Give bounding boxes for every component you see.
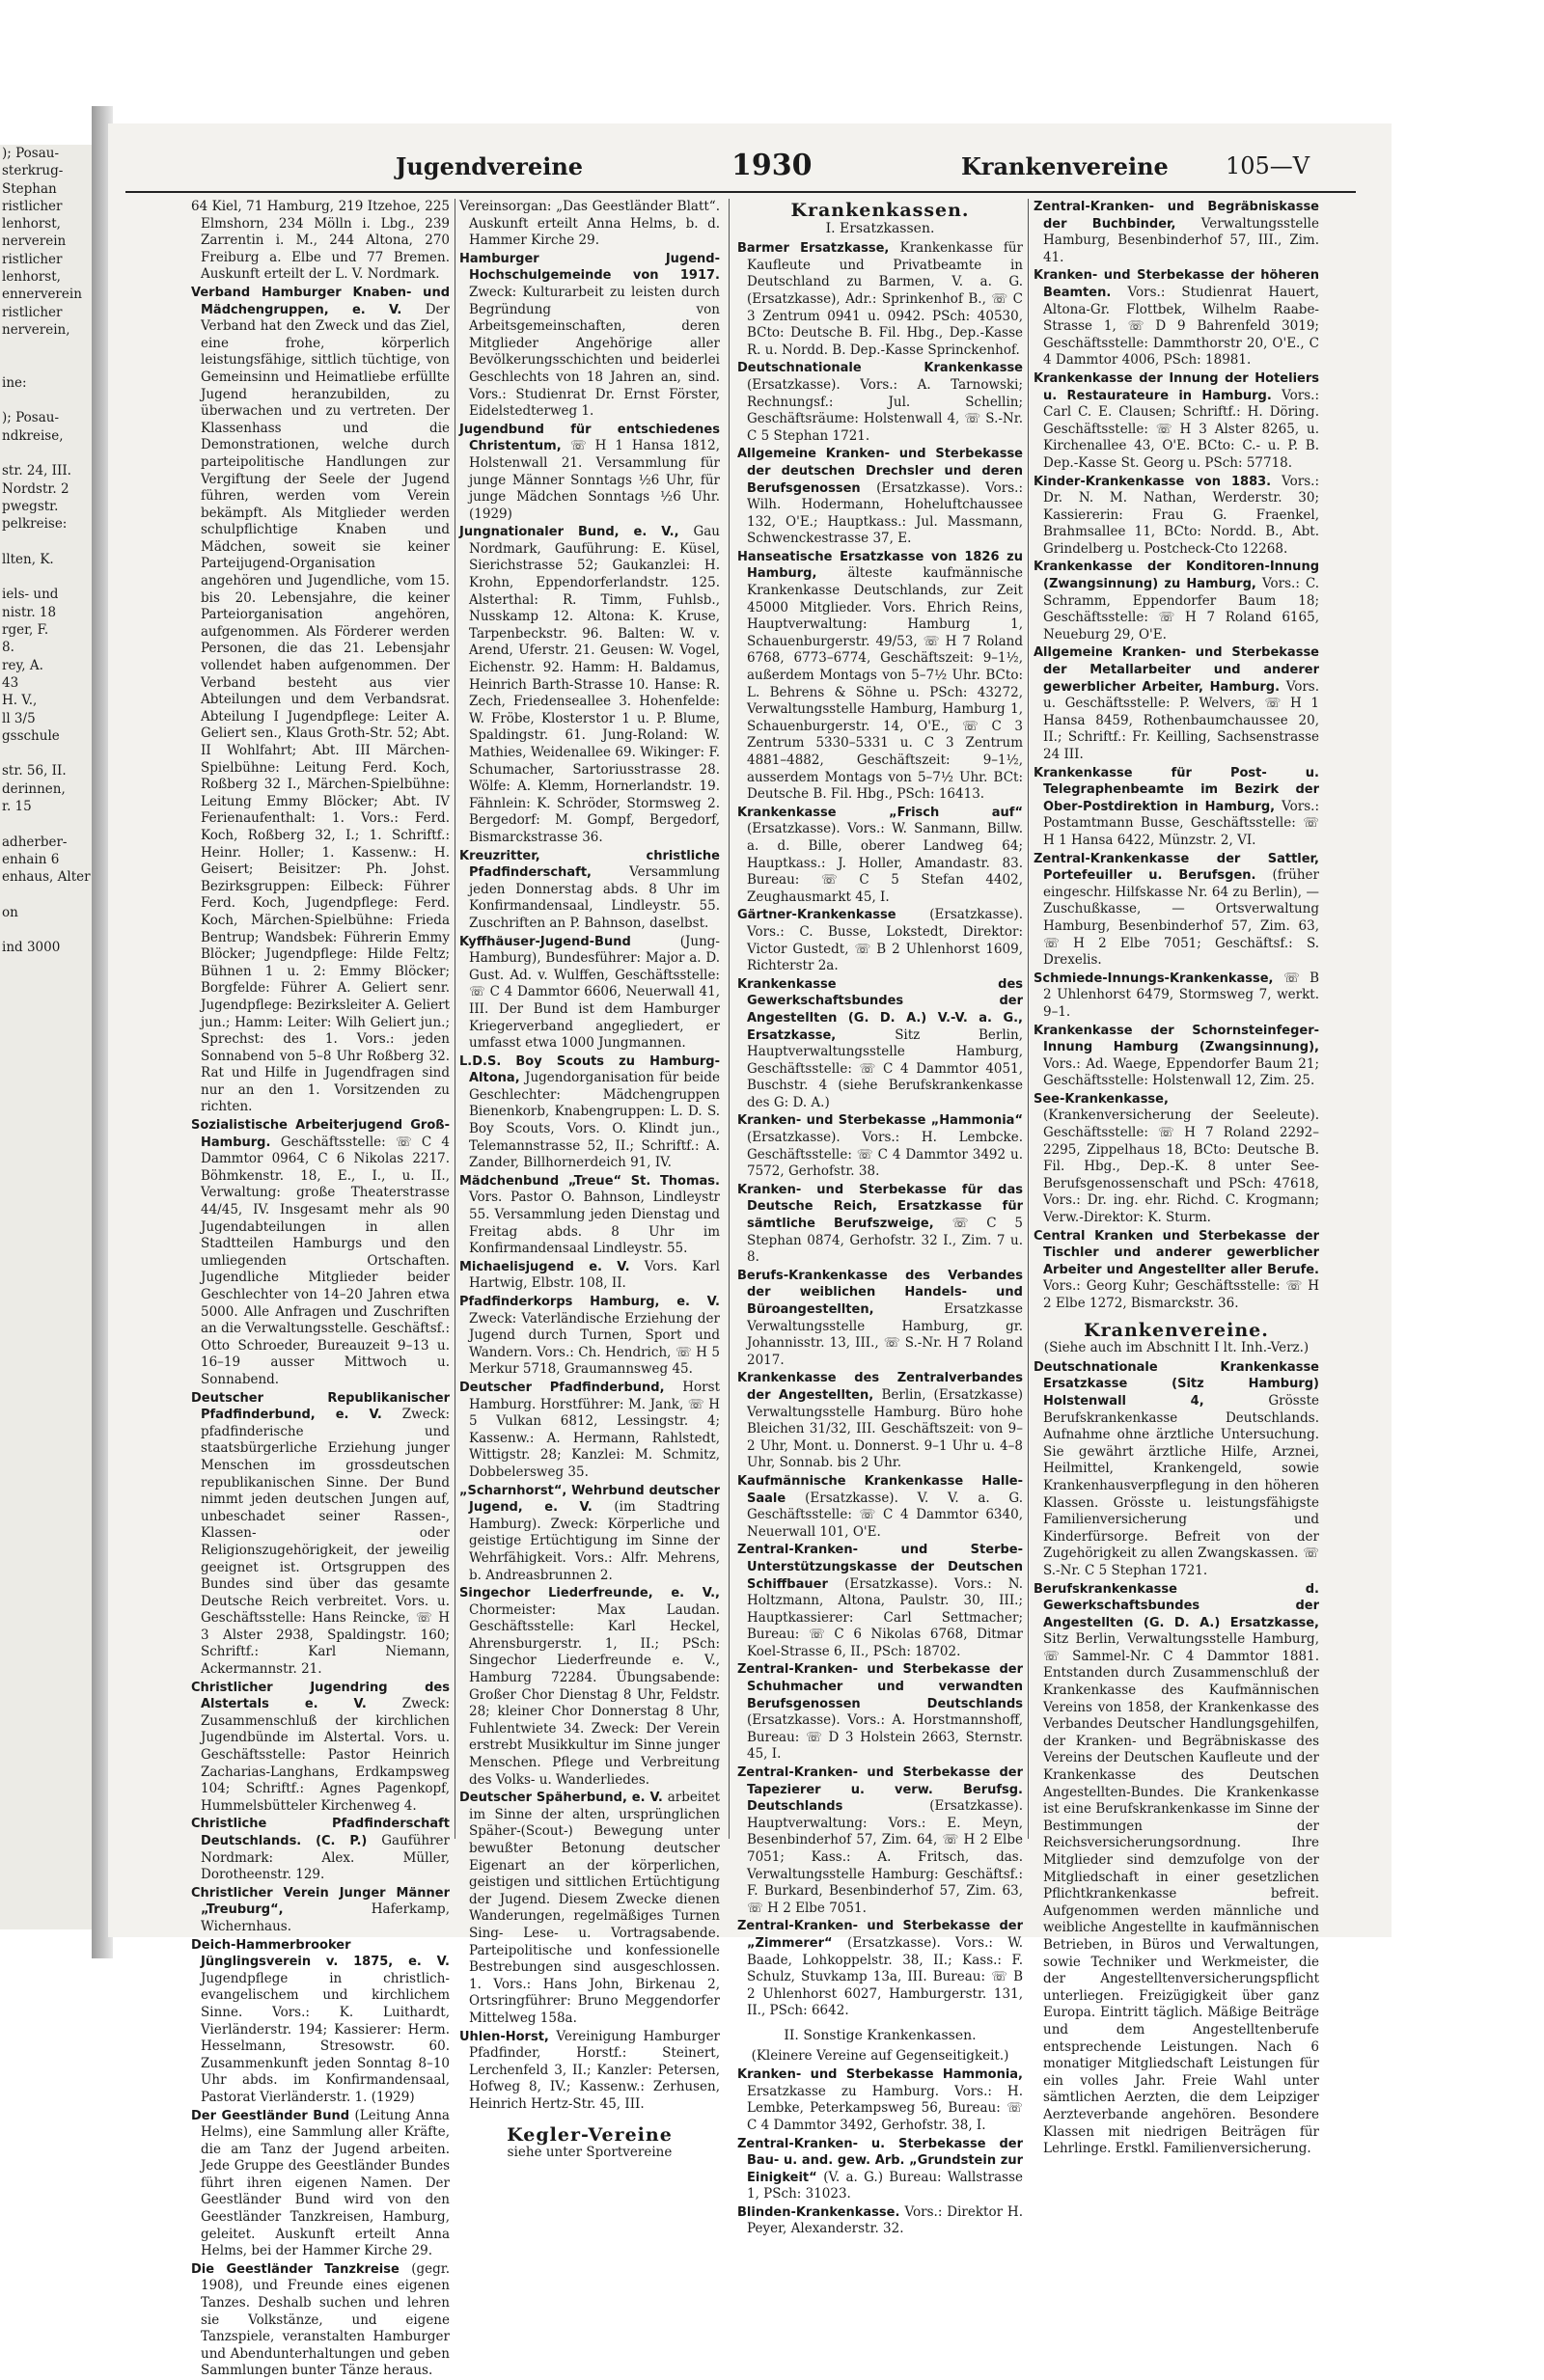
subsection-heading-ersatzkassen: I. Ersatzkassen. [825, 220, 935, 236]
entry-text: Vors.: Dr. N. M. Nathan, Werderstr. 30; Kassiererin: Frau G. Fraenkel, Brahmsallee 11, BCto: Nordd. B., Abt. Grindelberg u. Postcheck-Cto 12268. [1043, 473, 1319, 557]
directory-entry [737, 549, 1023, 804]
entry-text: Der Verband hat den Zweck und das Ziel, eine frohe, körperlich leistungsfähige, sittlich tüchtige, von Gemeinsinn und Heimatliebe erfüllte Jugend heranzubilden, zu überwachen und zu vertreten. Der Klassenhass und die Demonstrationen, welche durch parteipolitische Handlungen zur Vergiftung der Seele der Jugend führen, werden vom Verein bekämpft. Als Mitglieder werden schulpflichtige Knaben und Mädchen, soweit sie keiner Parteijugend-Organisation angehören und Jugendliche, vom 15. bis 20. Lebensjahre, die keiner Parteiorganisation angehören, aufgenommen. Als Förderer werden Personen, die das 21. Lebensjahr vollendet haben aufgenommen. Der Verband besteht aus vier Abteilungen und dem Verbandsrat. Abteilung I Jugendpflege: Leiter A. Geliert sen., Klaus Groth-Str. 52; Abt. II Wohlfahrt; Abt. III Märchen-Spielbühne: Leitung Ferd. Koch, Roßberg 32 I., Märchen-Spielbühne: Leitung Emmy Blöcker; Abt. IV Ferienaufenthalt: 1. Vors.: Ferd. Koch, Roßberg 32, I.; 1. Schriftf.: Heinr. Holler; 1. Kassenw.: H. Geisert; Beisitzer: Ph. Johst. Bezirksgruppen: Eilbeck: Führer Ferd. Koch, Jugendpflege: Ferd. Koch, Märchen-Spielbühne: Frieda Bentrup; Wandsbek: Führerin Emmy Blöcker; Jugendpflege: Hilde Feltz; Bühnen 1 u. 2: Emmy Blöcker; Borgfelde: Führer A. Geliert senr. Jugendpflege: Bezirksleiter A. Geliert jun.; Hamm: Leiter: Wilh Geliert jun.; Sprechst: des 1. Vors.: jeden Sonnabend von 5–8 Uhr Roßberg 32. Rat und Hilfe in Jugendfragen sind nur an den 1. Vorsitzenden zu richten. [201, 301, 450, 1115]
entry-text: Vors.: Georg Kuhr; Geschäftsstelle: ☏ H 2 Elbe 1272, Bismarckstr. 36. [1043, 1278, 1319, 1311]
directory-entry [459, 422, 720, 524]
column-1 [191, 199, 450, 2379]
entry-text: Zweck: Vaterländische Erziehung der Jugend durch Turnen, Sport und Wandern. Vors.: Ch. Hendrich, ☏ H 5 Merkur 5718, Graumannsweg 45. [469, 1310, 720, 1378]
subsection-note-sonstige: (Kleinere Vereine auf Gegenseitigkeit.) [751, 2047, 1009, 2064]
entry-name: Jugendbund für entschiedenes Christentum, [459, 422, 720, 454]
entry-text: Vors.: Ad. Waege, Eppendorfer Baum 21; Geschäftsstelle: Holstenwall 12, Zim. 25. [1043, 1055, 1319, 1089]
header-right-title: Krankenvereine [961, 152, 1169, 180]
directory-entry [191, 1117, 450, 1389]
entry-name: Zentral-Krankenkasse der Sattler, Portefeuiller u. Berufsgen. [1034, 851, 1319, 884]
directory-entry [459, 1173, 720, 1258]
directory-entry [737, 360, 1023, 445]
column-4-entries [1034, 199, 1319, 1313]
directory-entry [737, 1182, 1023, 1267]
directory-entry [737, 1370, 1023, 1472]
entry-text: Geschäftsstelle: ☏ C 4 Dammtor 0964, C 6 Nikolas 2217. Böhmkenstr. 18, E., I., u. II., Verwaltung: große Theaterstrasse 44/45, IV. Insgesamt mehr als 90 Jugendabteilungen in allen Stadtteilen Hamburgs und den umliegenden Ortschaften. Jugendliche Mitglieder beider Geschlechter von 14–20 Jahren etwa 5000. Alle Anfragen und Zuschriften an die Verwaltungsstelle. Geschäftsf.: Otto Schroeder, Bureauzeit 9–13 u. 16–19 ausser Mittwoch u. Sonnabend. [201, 1134, 450, 1387]
entry-name: Allgemeine Kranken- und Sterbekasse der deutschen Drechsler und deren Berufsgenossen [737, 447, 1023, 496]
entry-text: älteste kaufmännische Krankenkasse Deutschlands, zur Zeit 45000 Mitglieder. Vors. Ehrich Reins, Hauptverwaltung: Hamburg 1, Schauenburgerstr. 49/53, ☏ H 7 Roland 6768, 6773–6774, Geschäftszeit: 9–1½, außerdem Montags von 5–7½ Uhr. BCto: L. Behrens & Söhne u. PSch: 43272, Verwaltungsstelle Hamburg, Hamburg 1, Schauenburgerstr. 14, O'E., ☏ C 3 Zentrum 5330–5331 u. C 3 Zentrum 4881–4882, Geschäftszeit: 9–1½, ausserdem Montags von 5–7½ Uhr. BCt: Deutsche B. Fil. Hbg., PSch: 16413. [747, 565, 1023, 803]
entry-name: Central Kranken und Sterbekasse der Tischler und anderer gewerblicher Arbeiter und Angestellter aller Berufe. [1034, 1228, 1319, 1277]
entry-text: Vors.: Postamtmann Busse, Geschäftsstelle: ☏ H 1 Hansa 6422, Münzstr. 2, VI. [1043, 798, 1319, 848]
entry-text: (Ersatzkasse). Vors.: Wilh. Hodermann, Hoheluftchaussee 132, O'E.; Hauptkass.: Jul. Massmann, Schwenckestrasse 37, E. [747, 479, 1024, 547]
entry-name: Christlicher Jugendring des Alstertals e. V. [191, 1680, 450, 1712]
entry-text: (Krankenversicherung der Seeleute). Geschäftsstelle: ☏ H 7 Roland 2292–2295, Zippelhaus 18, BCto: Deutsche B. Fil. Hbg., Dep.-K. 8 unter See-Berufsgenossenschaft und PSch: 47618, Vors.: Dr. ing. ehr. Richd. C. Krogmann; Verw.-Direktor: K. Sturm. [1043, 1108, 1319, 1226]
entry-name: Verband Hamburger Knaben- und Mädchengruppen, e. V. [191, 285, 450, 317]
directory-entry [191, 1937, 450, 2107]
entry-name: Uhlen-Horst, [459, 2029, 557, 2044]
directory-entry [191, 1885, 450, 1936]
entry-text: (im Stadtring Hamburg). Zweck: Körperliche und geistige Ertüchtigung im Sinne der Wehrfähigkeit. Vors.: Alfr. Mehrens, b. Andreasbrunnen 2. [469, 1499, 720, 1583]
entry-name: Christlicher Verein Junger Männer „Treuburg“, [191, 1885, 450, 1918]
page-header [125, 145, 1370, 187]
entry-name: Kranken- und Sterbekasse „Hammonia“ [737, 1113, 1023, 1129]
header-year: 1930 [731, 149, 813, 182]
directory-entry [459, 1585, 720, 1789]
directory-entry [459, 848, 720, 933]
directory-entry [737, 1112, 1023, 1180]
entry-text: (V. a. G.) Bureau: Wallstrasse 1, PSch: 31023. [747, 2169, 1023, 2202]
entry-name: Krankenkasse der Innung der Hoteliers u. Restaurateure in Hamburg. [1034, 370, 1319, 403]
column-4 [1034, 199, 1320, 2157]
entry-name: Die Geestländer Tanzkreise [191, 2261, 412, 2277]
column-4b-entries [1034, 1359, 1319, 2158]
directory-entry [737, 2136, 1023, 2203]
directory-entry [1034, 1228, 1319, 1313]
entry-name: Michaelisjugend e. V. [459, 1259, 645, 1274]
entry-text: (Ersatzkasse). Vors.: A. Horstmannshoff, Bureau: ☏ D 3 Holstein 2663, Sternstr. 45, I. [747, 1712, 1023, 1763]
entry-name: „Scharnhorst“, Wehrbund deutscher Jugend, e. V. [459, 1483, 720, 1516]
entry-name: Der Geestländer Bund [191, 2108, 355, 2123]
entry-name: Mädchenbund „Treue“ St. Thomas. [459, 1173, 720, 1189]
entry-text: ☏ B 2 Uhlenhorst 6479, Stormsweg 7, werkt. 9–1. [1043, 970, 1320, 1020]
directory-entry [459, 934, 720, 1053]
entry-text: Ersatzkasse zu Hamburg. Vors.: H. Lembke, Peterkampsweg 56, Bureau: ☏ C 4 Dammtor 3492, Gerhofstr. 38, I. [747, 2083, 1023, 2133]
directory-entry [1034, 370, 1319, 473]
entry-name: Jungnationaler Bund, e. V., [459, 525, 694, 540]
entry-name: Kyffhäuser-Jugend-Bund [459, 934, 680, 949]
entry-text: Vors.: Carl C. E. Clausen; Schriftf.: H. Döring. Geschäftsstelle: ☏ H 3 Alster 8265, u. Kirchenallee 43, O'E. BCto: C.- u. P. B. Dep.-Kasse St. Georg u. PSch: 57718. [1043, 387, 1319, 471]
entry-name: Krankenkasse „Frisch auf“ [737, 805, 1023, 820]
entry-name: Deutschnationale Krankenkasse [737, 361, 1023, 376]
directory-entry [459, 1483, 720, 1585]
entry-text: Gau Nordmark, Gauführung: E. Küsel, Sierichstrasse 52; Gaukanzlei: H. Krohn, Eppendorferlandstr. 125. Alsterthal: R. Timm, Fuhlsb., Nusskamp 12. Altona: K. Kruse, Tarpenbeckstr. 96. Balten: W. v. Arend, Uferstr. 21. Geusen: W. Vogel, Eichenstr. 92. Hamm: H. Baldamus, Heinrich Barth-Strasse 10. Hanse: R. Zech, Friedenseallee 3. Hohenfelde: W. Fröbe, Klosterstor 1 u. P. Blume, Spaldingstr. 61. Jung-Roland: W. Mathies, Weidenallee 69. Wikinger: F. Schumacher, Sartoriusstrasse 28. Wölfe: A. Klemm, Hornerlandstr. 19. Fähnlein: K. Schröder, Stormsweg 2. Bergedorf: M. Gompf, Bergedorf, Bismarckstrasse 36. [469, 524, 720, 845]
directory-entry [459, 1790, 720, 2027]
directory-entry [1034, 851, 1319, 970]
header-rule [125, 191, 1356, 193]
entry-text: Jugendpflege in christlich-evangelischem und kirchlichem Sinne. Vors.: K. Luithardt, Vierländerstr. 194; Kassierer: Herm. Hesselmann, Stresowstr. 60. Zusammenkunft jeden Sonntag 8–10 Uhr abds. im Konfirmandensaal, Pastorat Vierländerstr. 1. (1929) [201, 1970, 450, 2105]
directory-entry [1034, 765, 1319, 850]
entry-text: (gegr. 1908), und Freunde eines eigenen Tanzes. Deshalb suchen und lehren sie Volkstänze, und eigene Tanzspiele, veranstalten Hamburger und Abendunterhaltungen und geben Sammlungen bunter Tänze heraus. [201, 2260, 450, 2379]
directory-entry [737, 907, 1023, 974]
entry-name: Pfadfinderkorps Hamburg, e. V. [459, 1295, 720, 1309]
entry-text: Haferkamp, Wichernhaus. [201, 1901, 450, 1934]
entry-text: Vors.: Direktor H. Peyer, Alexanderstr. 32. [747, 2203, 1023, 2237]
entry-text: (Ersatzkasse). V. V. a. G. Geschäftsstelle: ☏ C 4 Dammtor 6340, Neuerwall 101, O'E. [747, 1490, 1023, 1540]
directory-entry [1034, 559, 1319, 643]
directory-entry [191, 285, 450, 1116]
directory-entry [737, 240, 1023, 359]
entry-text: Vors. Pastor O. Bahnson, Lindleystr 55. Versammlung jeden Dienstag und Freitag abds. 8 Uhr im Konfirmandensaal Lindleystr. 55. [469, 1190, 720, 1257]
directory-entry [737, 1918, 1023, 2020]
directory-entry [737, 446, 1023, 548]
directory-entry [737, 2066, 1023, 2134]
entry-text: Gauführer Nordmark: Alex. Müller, Dorotheenstr. 129. [201, 1833, 450, 1883]
entry-text: 64 Kiel, 71 Hamburg, 219 Itzehoe, 225 Elmshorn, 234 Mölln i. Lbg., 239 Zarrentin i. M., 244 Altona, 270 Freiburg a. Elbe und 77 Bremen. Auskunft erteilt der L. V. Nordmark. [191, 199, 450, 283]
entry-text: Zweck: Zusammenschluß der kirchlichen Jugendbünde im Alstertal. Vors. u. Geschäftsstelle: Pastor Heinrich Zacharias-Langhans, Erdkampsweg 104; Schriftf.: Agnes Pagenkopf, Hummelsbütteler Kirchenweg 4. [201, 1696, 450, 1814]
entry-name: Blinden-Krankenkasse. [737, 2204, 905, 2220]
entry-text: (Ersatzkasse). Vors.: A. Tarnowski; Rechnungsf.: Jul. Schellin; Geschäftsräume: Holstenwall 4, ☏ S.-Nr. C 5 Stephan 1721. [747, 376, 1023, 444]
entry-text: Vors.: C. Schramm, Eppendorfer Baum 18; Geschäftsstelle: ☏ H 7 Roland 6165, Neueburg 29, O'E. [1043, 576, 1320, 643]
entry-name: Kranken- und Sterbekasse für das Deutsche Reich, Ersatzkasse für sämtliche Berufszweige, [737, 1182, 1023, 1232]
directory-entry [1034, 1091, 1319, 1227]
entry-name: Hamburger Jugend-Hochschulgemeinde von 1917. [459, 251, 720, 284]
entry-name: Berufs-Krankenkasse des Verbandes der weiblichen Handels- und Büroangestellten, [737, 1268, 1023, 1317]
directory-entry [191, 1816, 450, 1883]
adjacent-page-fragment [0, 145, 93, 1929]
directory-entry [459, 1259, 720, 1293]
directory-entry [737, 1661, 1023, 1764]
directory-entry [737, 1542, 1023, 1660]
entry-name: Zentral-Kranken- und Begräbniskasse der Buchbinder, [1034, 200, 1319, 232]
entry-text: (Ersatzkasse). Vors.: W. Sanmann, Billw. a. d. Bille, oberer Landweg 64; Hauptkass.: J. Holler, Amandastr. 83. Bureau: ☏ C 5 Stefan 4402, Zeughausmarkt 45, I. [747, 821, 1023, 905]
directory-entry [1034, 267, 1319, 369]
entry-text: Horst Hamburg. Horstführer: M. Jank, ☏ H 5 Vulkan 6812, Lessingstr. 4; Kassenw.: A. Hermann, Rahlstedt, Wittigstr. 28; Kanzlei: M. Schmitz, Dobbelersweg 35. [469, 1379, 720, 1480]
entry-text: Vereinigung Hamburger Pfadfinder, Horstf.: Steinert, Lerchenfeld 3, II.; Kanzler: Petersen, Hofweg 8, IV.; Kassenw.: Zerhusen, Heinrich Hertz-Str. 45, III. [469, 2028, 721, 2112]
entry-text: Jugendorganisation für beide Geschlechter: Mädchengruppen Bienenkorb, Knabengruppen: L. D. S. Boy Scouts, Vors. O. Klindt jun., Telemannstrasse 52, II.; Schriftf.: A. Zander, Billhornerdeich 91, IV. [469, 1070, 720, 1171]
entry-name: L.D.S. Boy Scouts zu Hamburg-Altona, [459, 1053, 720, 1086]
column-divider [729, 199, 730, 1839]
entry-text: (Leitung Anna Helms), eine Sammlung aller Kräfte, die am Tanz der Jugend arbeiten. Jede Gruppe des Geestländer Bundes führt ihren eigenen Namen. Der Geestländer Bund wird von den Geestländer Tanzkreisen, Hamburg, geleitet. Auskunft erteilt Anna Helms, bei der Hammer Kirche 29. [201, 2107, 450, 2259]
entry-name: Zentral-Kranken- und Sterbekasse der Tapezierer u. verw. Berufsg. Deutschlands [737, 1765, 1023, 1815]
directory-entry [737, 976, 1023, 1112]
entry-name: Deich-Hammerbrooker Jünglingsverein v. 1875, e. V. [191, 1937, 450, 1970]
directory-entry [737, 1473, 1023, 1541]
directory-entry [737, 1764, 1023, 1917]
entry-text: ☏ H 1 Hansa 1812, Holstenwall 21. Versammlung für junge Männer Sonntags ½6 Uhr, für junge Mädchen Sonntags ½6 Uhr. (1929) [469, 438, 720, 522]
entry-text: Berlin, (Ersatzkasse) Verwaltungsstelle Hamburg. Büro hohe Bleichen 31/32, III. Geschäftszeit: von 9–2 Uhr, Mont. u. Donnerst. 9–1 Uhr u. 4–8 Uhr, Sonnab. bis 2 Uhr. [747, 1386, 1023, 1471]
entry-text: ☏ C 5 Stephan 0874, Gerhofstr. 32 I., Zim. 7 u. 8. [747, 1216, 1023, 1266]
entry-text: Krankenkasse für Kaufleute und Privatbeamte in Deutschland zu Barmen, V. a. G. (Ersatzkasse), Adr.: Sprinkenhof B., ☏ C 3 Zentrum 0941 u. 0942. PSch: 40530, BCto: Deutsche B. Fil. Hbg., Dep.-Kasse R. u. Nordd. B. Dep.-Kasse Sprinckenhof. [747, 240, 1023, 358]
entry-name: Sozialistische Arbeiterjugend Groß-Hamburg. [191, 1118, 450, 1150]
entry-text: Ersatzkasse Verwaltungsstelle Hamburg, gr. Johannisstr. 13, III., ☏ S.-Nr. H 7 Roland 2017. [747, 1301, 1023, 1368]
entry-name: Zentral-Kranken- und Sterbekasse der „Zimmerer“ [737, 1919, 1023, 1951]
entry-name: Kinder-Krankenkasse von 1883. [1034, 474, 1282, 489]
entry-text: Versammlung jeden Donnerstag abds. 8 Uhr im Konfirmandensaal, Lindleystr. 55. Zuschriften an P. Bahnson, daselbst. [469, 864, 720, 931]
page-number: 105—V [1226, 152, 1310, 179]
adjacent-page-text: ); Posau- sterkrug- Stephan ristlicher lenhorst, nerverein ristlicher lenhorst, ennerverein ristlicher nerverein, ine: ); Posau- ndkreise, str. 24, III. Nordstr. 2 pwegstr. pelkreise: llten, K. iels- und nistr. 18 rger, F. 8. rey, A. 43 H. V., ll 3/5 gsschule str. 56, II. derinnen, r. 15 adherber- enhain 6 enhaus, Alter on ind 3000 [2, 146, 91, 956]
entry-name: Zentral-Kranken- u. Sterbekasse der Bau- u. and. gew. Arb. „Grundstein zur Einigkeit“ [737, 2136, 1023, 2185]
entry-text: Vereinsorgan: „Das Geestländer Blatt“. Auskunft erteilt Anna Helms, b. d. Hammer Kirche 29. [459, 199, 720, 249]
section-note-krankenvereine: (Siehe auch im Abschnitt I lt. Inh.-Verz.) [1043, 1340, 1310, 1356]
directory-entry [191, 1680, 450, 1816]
entry-text: Grösste Berufskrankenkasse Deutschlands. Aufnahme ohne ärztliche Untersuchung. Sie gewährt ärztliche Hilfe, Arznei, Heilmittel, Krankengeld, sowie Krankenhausverpflegung in den höheren Klassen. Grösste u. leistungsfähigste Familienversicherung und Kinderfürsorge. Befreit von der Zugehörigkeit zu allen Zwangskassen. ☏ S.-Nr. C 5 Stephan 1721. [1043, 1392, 1319, 1578]
directory-entry [191, 199, 450, 284]
directory-entry [459, 1294, 720, 1379]
directory-entry [1034, 199, 1319, 266]
entry-name: Zentral-Kranken- und Sterbe-Unterstützungskasse der Deutschen Schiffbauer [737, 1543, 1023, 1592]
column-divider [1028, 199, 1029, 1839]
entry-text: (Ersatzkasse). Vors.: H. Lembcke. Geschäftsstelle: ☏ C 4 Dammtor 3492 u. 7572, Gerhofstr. 38. [747, 1130, 1023, 1180]
subsection-heading-sonstige: II. Sonstige Krankenkassen. [784, 2027, 977, 2043]
header-left-title: Jugendvereine [396, 152, 584, 180]
directory-entry [1034, 1359, 1319, 1580]
entry-name: Krankenkasse des Gewerkschaftsbundes der Angestellten (G. D. A.) V.-V. a. G., Ersatzkasse, [737, 976, 1023, 1043]
entry-text: Vors. u. Geschäftsstelle: P. Welvers, ☏ H 1 Hansa 8459, Rothenbaumchaussee 20, II.; Schriftf.: Fr. Keilling, Sachsenstrasse 24 III. [1043, 678, 1319, 762]
entry-text: (Jung-Hamburg), Bundesführer: Major a. D. Gust. Ad. v. Wulffen, Geschäftsstelle: ☏ C 4 Dammtor 6606, Neuerwall 41, III. Der Bund ist dem Hamburger Kriegerverband angegliedert, er umfasst etwa 1000 Jungmannen. [469, 933, 720, 1052]
entry-name: Kreuzritter, christliche Pfadfinderschaft, [459, 848, 720, 881]
entry-text: (früher eingeschr. Hilfskasse Nr. 64 zu Berlin), — Zuschußkasse, — Ortsverwaltung Hamburg, Besenbinderhof 57, Zim. 63, ☏ H 2 Elbe 7051; Geschäftsf.: S. Drexelis. [1043, 867, 1319, 969]
directory-entry [459, 251, 720, 421]
entry-name: Allgemeine Kranken- und Sterbekasse der Metallarbeiter und anderer gewerblicher Arbeiter, Hamburg. [1034, 645, 1319, 695]
entry-name: Christliche Pfadfinderschaft Deutschlands. (C. P.) [191, 1817, 450, 1848]
entry-name: Krankenkasse der Schornsteinfeger-Innung Hamburg (Zwangsinnung), [1034, 1023, 1319, 1055]
directory-entry [459, 1380, 720, 1482]
entry-name: Schmiede-Innungs-Krankenkasse, [1034, 971, 1283, 986]
entry-name: Kranken- und Sterbekasse der höheren Beamten. [1034, 268, 1319, 300]
entry-name: Barmer Ersatzkasse, [737, 241, 900, 257]
directory-entry [459, 199, 720, 250]
entry-name: See-Krankenkasse, [1034, 1091, 1169, 1107]
directory-entry [1034, 971, 1319, 1022]
directory-entry [737, 2204, 1023, 2238]
section-heading-krankenvereine: Krankenvereine. [1084, 1319, 1269, 1341]
entry-name: Kranken- und Sterbekasse Hammonia, [737, 2067, 1023, 2083]
entry-name: Deutschnationale Krankenkasse Ersatzkasse (Sitz Hamburg) Holstenwall 4, [1034, 1359, 1319, 1409]
directory-entry [459, 2029, 720, 2114]
column-3-entries [737, 240, 1023, 2020]
column-2-entries [459, 199, 720, 2114]
entry-text: (Ersatzkasse). Hauptverwaltung: Vors.: E. Meyn, Besenbinderhof 57, Zim. 64, ☏ H 2 Elbe 7051; Kass.: A. Fritsch, das. Verwaltungsstelle Hamburg: Geschäftsf.: F. Burkard, Besenbinderhof 57, Zim. 63, ☏ H 2 Elbe 7051. [747, 1798, 1023, 1916]
column-2 [459, 199, 721, 2161]
section-heading-kegler: Kegler-Vereine [507, 2123, 673, 2146]
section-note-kegler: siehe unter Sportvereine [507, 2145, 673, 2161]
directory-entry [191, 2108, 450, 2260]
directory-entry [1034, 474, 1319, 559]
entry-text: Verwaltungsstelle Hamburg, Besenbinderhof 57, III., Zim. 41. [1043, 215, 1319, 265]
directory-entry [459, 1053, 720, 1172]
entry-name: Kaufmännische Krankenkasse Halle-Saale [737, 1473, 1023, 1506]
directory-entry [737, 805, 1023, 907]
entry-text: Zweck: pfadfinderische und staatsbürgerliche Erziehung junger Menschen im grossdeutschen republikanischen Sinne. Der Bund nimmt jeden deutschen Jungen auf, unbeschadet seiner Rassen-, Klassen- oder Religionszugehörigkeit, der jeweilig geeignet ist. Ortsgruppen des Bundes sind über das gesamte Deutsche Reich verbreitet. Vors. u. Geschäftsstelle: Hans Reincke, ☏ H 3 Alster 2938, Spaldingstr. 160; Schriftf.: Karl Niemann, Ackermannstr. 21. [201, 1407, 450, 1678]
entry-name: Berufskrankenkasse d. Gewerkschaftsbundes der Angestellten (G. D. A.) Ersatzkasse, [1034, 1581, 1319, 1630]
directory-entry [1034, 644, 1319, 763]
entry-text: Zweck: Kulturarbeit zu leisten durch Begründung von Arbeitsgemeinschaften, deren Mitglieder Angehörige aller Bevölkerungsschichten und beiderlei Geschlechts von 18 Jahren an, sind. Vors.: Studienrat Dr. Ernst Förster, Eidelstedterweg 1. [469, 284, 720, 420]
entry-name: Hanseatische Ersatzkasse von 1826 zu Hamburg, [737, 549, 1023, 582]
entry-text: Vors.: Studienrat Hauert, Altona-Gr. Flottbek, Wilhelm Raabe-Strasse 1, ☏ D 9 Bahrenfeld 3019; Geschäftsstelle: Dammthorstr 20, O'E., C 4 Dammtor 4006, PSch: 18981. [1043, 284, 1319, 369]
entry-name: Deutscher Republikanischer Pfadfinderbund, e. V. [191, 1390, 450, 1423]
entry-name: Deutscher Späherbund, e. V. [459, 1791, 668, 1806]
column-3 [737, 199, 1024, 2237]
directory-entry [1034, 1023, 1319, 1090]
entry-text: Vors. Karl Hartwig, Elbstr. 108, II. [469, 1258, 720, 1292]
entry-name: Krankenkasse des Zentralverbandes der Angestellten, [737, 1371, 1023, 1403]
entry-text: Chormeister: Max Laudan. Geschäftsstelle: Karl Heckel, Ahrensburgerstr. 1, II.; PSch: Singechor Liederfreunde e. V., Hamburg 72284. Übungsabende: Großer Chor Dienstag 8 Uhr, Feldstr. 28; kleiner Chor Donnerstag 8 Uhr, Fuhlentwiete 34. Zweck: Der Verein erstrebt Musikkultur im Sinne junger Menschen. Pflege und Verbreitung des Volks- u. Wanderliedes. [469, 1601, 720, 1788]
entry-text: Sitz Berlin, Hauptverwaltungsstelle Hamburg, Geschäftsstelle: ☏ C 4 Dammtor 4051, Buschstr. 4 (siehe Berufskrankenkasse des G: D. A.) [747, 1026, 1023, 1110]
column-3b-entries [737, 2066, 1023, 2238]
entry-name: Deutscher Pfadfinderbund, [459, 1380, 683, 1395]
entry-name: Krankenkasse der Konditoren-Innung (Zwangsinnung) zu Hamburg, [1034, 560, 1319, 592]
entry-text: (Ersatzkasse). Vors.: N. Holtzmann, Altona, Paulstr. 30, III.; Hauptkassierer: Carl Settmacher; Bureau: ☏ C 6 Nikolas 6768, Ditmar Koel-Strasse 6, II., PSch: 18702. [747, 1575, 1024, 1659]
directory-entry [191, 1390, 450, 1679]
entry-text: (Ersatzkasse). Vors.: C. Busse, Lokstedt, Direktor: Victor Gustedt, ☏ B 2 Uhlenhorst 1609, Richterstr 2a. [747, 907, 1023, 974]
entry-name: Singechor Liederfreunde, e. V., [459, 1586, 720, 1601]
section-heading-krankenkassen: Krankenkassen. [790, 200, 970, 221]
entry-text: (Ersatzkasse). Vors.: W. Baade, Lohkoppelstr. 38, II.; Kass.: F. Schulz, Stuvkamp 13a, III. Bureau: ☏ B 2 Uhlenhorst 6027, Hamburgerstr. 131, II., PSch: 6642. [747, 1934, 1023, 2019]
column-1-entries [191, 199, 450, 2380]
directory-entry [459, 524, 720, 846]
directory-entry [737, 1268, 1023, 1370]
directory-entry [191, 2261, 450, 2380]
entry-name: Zentral-Kranken- und Sterbekasse der Schuhmacher und verwandten Berufsgenossen Deutschlands [737, 1662, 1023, 1711]
entry-text: arbeitet im Sinne der alten, ursprünglichen Späher-(Scout-) Bewegung unter bewußter Betonung deutscher Eigenart an der körperlichen, geistigen und sittlichen Ertüchtigung der Jugend. Diesem Zwecke dienen Wanderungen, regelmäßiges Turnen Sing- Lese- u. Vortragsabende. Parteipolitische und konfessionelle Bestrebungen sind ausgeschlossen. 1. Vors.: Hans John, Birkenau 2, Ortsringführer: Bruno Meggendorfer Mittelweg 158a. [469, 1790, 720, 2026]
entry-text: Sitz Berlin, Verwaltungsstelle Hamburg, ☏ Sammel-Nr. C 4 Dammtor 1881. Entstanden durch Zusammenschluß der Krankenkasse des Kaufmännischen Vereins von 1858, der Krankenkasse des Verbandes Deutscher Handlungsgehilfen, der Kranken- und Begräbniskasse des Vereins der Deutschen Kaufleute und der Krankenkasse des Deutschen Angestellten-Bundes. Die Krankenkasse ist eine Berufskrankenkasse im Sinne der Bestimmungen der Reichsversicherungsordnung. Ihre Mitglieder sind demzufolge von der Mitgliedschaft in einer gesetzlichen Pflichtkrankenkasse befreit. Aufgenommen werden männliche und weibliche Angestellte in kaufmännischen Betrieben, in Büros und Verwaltungen, sowie Techniker und Werkmeister, die der Angestelltenversicherungspflicht unterliegen. Freizügigkeit über ganz Europa. Eintritt täglich. Mäßige Beiträge und dem Angestelltenberufe entsprechende Leistungen. Nach 6 monatiger Mitgliedschaft Leistungen für ein volles Jahr. Freie Wahl unter sämtlichen Aerzten, die dem Leipziger Aerzteverbande angehören. Besondere Klassen mit niedrigen Beiträgen für Lehrlinge. Erstkl. Familienversicherung. [1043, 1631, 1319, 2157]
entry-name: Gärtner-Krankenkasse [737, 908, 930, 923]
directory-entry [1034, 1581, 1319, 2158]
entry-name: Krankenkasse für Post- u. Telegraphenbeamte im Bezirk der Ober-Postdirektion in Hamburg, [1034, 765, 1319, 814]
